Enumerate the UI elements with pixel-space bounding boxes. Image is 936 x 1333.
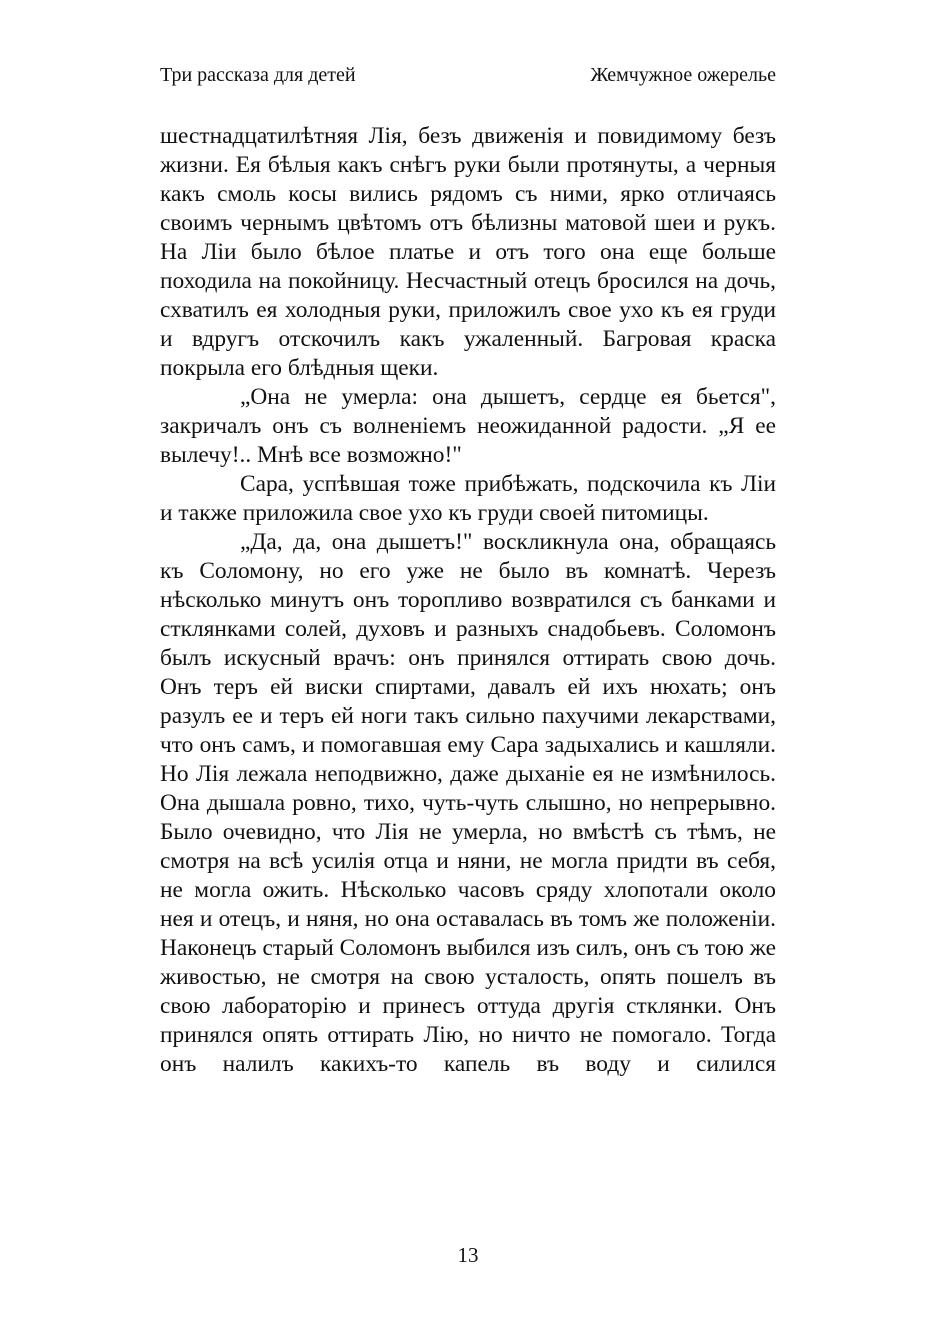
page-number: 13 — [457, 1243, 479, 1267]
paragraph-father-speech: „Она не умерла: она дышетъ, сердце ея бьется", закричалъ онъ съ волненіемъ неожиданной радости. „Я ее вылечу!.. Мнѣ все возможно!" — [160, 384, 776, 468]
book-title: Три рассказа для детей — [160, 64, 356, 86]
story-title: Жемчужное ожерелье — [590, 64, 776, 86]
body-text — [160, 122, 776, 1079]
paragraph-sara: Сара, успѣвшая тоже прибѣжать, подскочила къ Ліи и также приложила свое ухо къ груди своей питомицы. — [160, 471, 776, 526]
running-header — [160, 62, 776, 88]
paragraph-treatment: „Да, да, она дышетъ!" воскликнула она, обращаясь къ Соломону, но его уже не было въ комнатѣ. Черезъ нѣсколько минутъ онъ торопливо возвратился съ банками и стклянками солей, духовъ и разныхъ снадобьевъ. Соломонъ былъ искусный врачъ: онъ принялся оттирать свою дочь. Онъ теръ ей виски спиртами, давалъ ей ихъ нюхать; онъ разулъ ее и теръ ей ноги такъ сильно пахучими лекарствами, что онъ самъ, и помогавшая ему Сара задыхались и кашляли. Но Лія лежала неподвижно, даже дыханіе ея не измѣнилось. Она дышала ровно, тихо, чуть-чуть слышно, но непрерывно. Было очевидно, что Лія не умерла, но вмѣстѣ съ тѣмъ, не смотря на всѣ усилія отца и няни, не могла придти въ себя, не могла ожить. Нѣсколько часовъ сряду хлопотали около нея и отецъ, и няня, но она оставалась въ томъ же положеніи. Наконецъ старый Соломонъ выбился изъ силъ, онъ съ тою же живостью, не смотря на свою усталость, опять пошелъ въ свою лабораторію и принесъ оттуда другія стклянки. Онъ принялся опять оттирать Лію, но ничто не помогало. Тогда онъ налилъ какихъ-то капель въ воду и силился — [160, 529, 776, 1077]
paragraph-continuation: шестнадцатилѣтняя Лія, безъ движенія и повидимому безъ жизни. Ея бѣлыя какъ снѣгъ руки были протянуты, а черныя какъ смоль косы вились рядомъ съ ними, ярко отличаясь своимъ чернымъ цвѣтомъ отъ бѣлизны матовой шеи и рукъ. На Ліи было бѣлое платье и отъ того она еще больше походила на покойницу. Несчастный отецъ бросился на дочь, схватилъ ея холодныя руки, приложилъ свое ухо къ ея груди и вдругъ отскочилъ какъ ужаленный. Багровая краска покрыла его блѣдныя щеки. — [160, 123, 776, 381]
